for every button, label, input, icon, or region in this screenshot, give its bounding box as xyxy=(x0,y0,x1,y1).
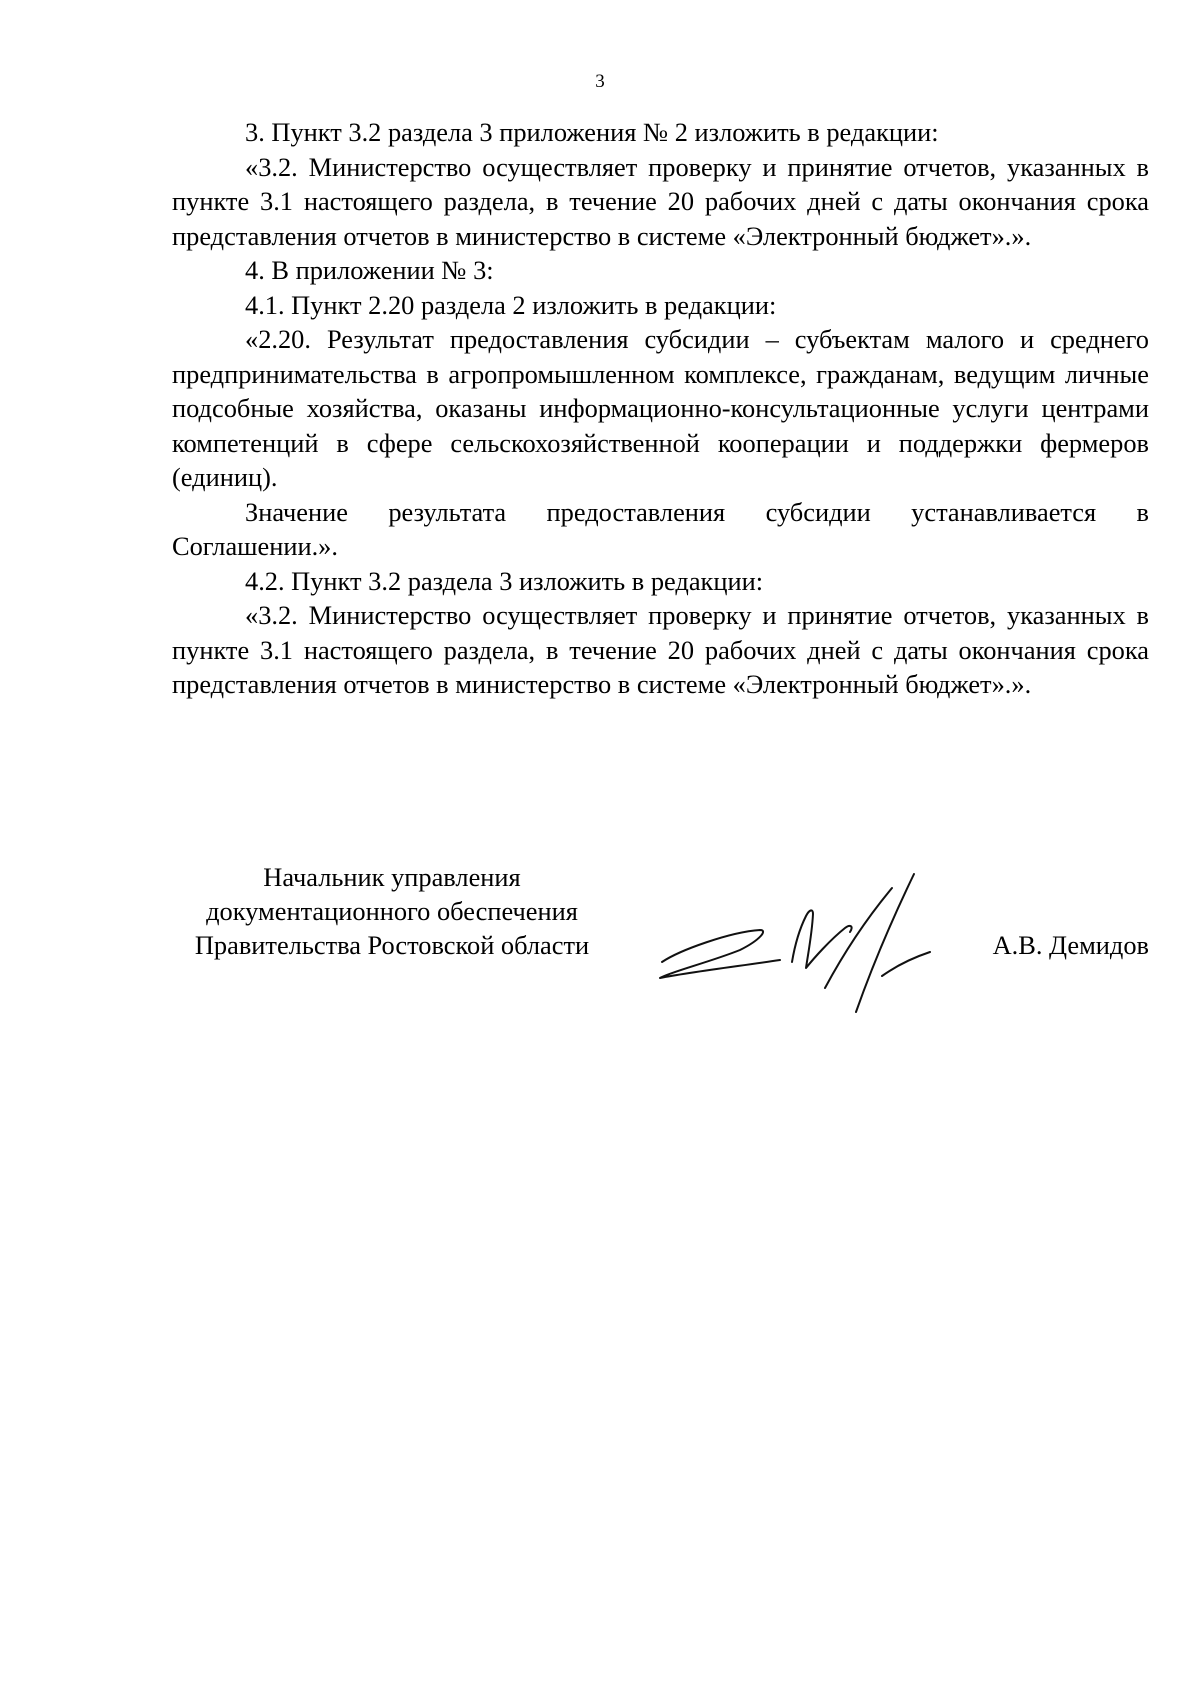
handwritten-signature xyxy=(650,850,940,1015)
paragraph-item-3: 3. Пункт 3.2 раздела 3 приложения № 2 изложить в редакции: xyxy=(245,117,939,147)
document-body xyxy=(172,115,1149,702)
paragraph-item-4-2: 4.2. Пункт 3.2 раздела 3 изложить в редакции: xyxy=(245,565,764,596)
paragraph-result-value: Значение результата предоставления субсидии устанавливается в Соглашении.». xyxy=(172,496,1149,561)
signatory-name: А.В. Демидов xyxy=(992,930,1149,960)
signatory-title-line: документационного обеспечения xyxy=(206,896,578,926)
signatory-title-line: Начальник управления xyxy=(263,862,521,892)
paragraph-quote-3-2: «3.2. Министерство осуществляет проверку и принятие отчетов, указанных в пункте 3.1 настоящего раздела, в течение 20 рабочих дней с даты окончания срока представления отчетов в министерство в системе «Электронный бюджет».». xyxy=(172,151,1149,251)
paragraph-quote-3-2-repeat: «3.2. Министерство осуществляет проверку и принятие отчетов, указанных в пункте 3.1 настоящего раздела, в течение 20 рабочих дней с даты окончания срока представления отчетов в министерство в системе «Электронный бюджет».». xyxy=(172,600,1149,699)
paragraph-item-4: 4. В приложении № 3: xyxy=(245,255,494,285)
paragraph-quote-2-20: «2.20. Результат предоставления субсидии – субъектам малого и среднего предпринимательства в агропромышленном комплексе, гражданам, ведущим личные подсобные хозяйства, оказаны информационно-консультационные услуги центрами компетенций в сфере сельскохозяйственной кооперации и поддержки фермеров (единиц). xyxy=(172,324,1149,492)
signatory-title-line: Правительства Ростовской области xyxy=(194,930,590,960)
signatory-title xyxy=(172,860,612,962)
paragraph-item-4-1: 4.1. Пункт 2.20 раздела 2 изложить в редакции: xyxy=(245,289,777,320)
page-number: 3 xyxy=(595,71,605,92)
